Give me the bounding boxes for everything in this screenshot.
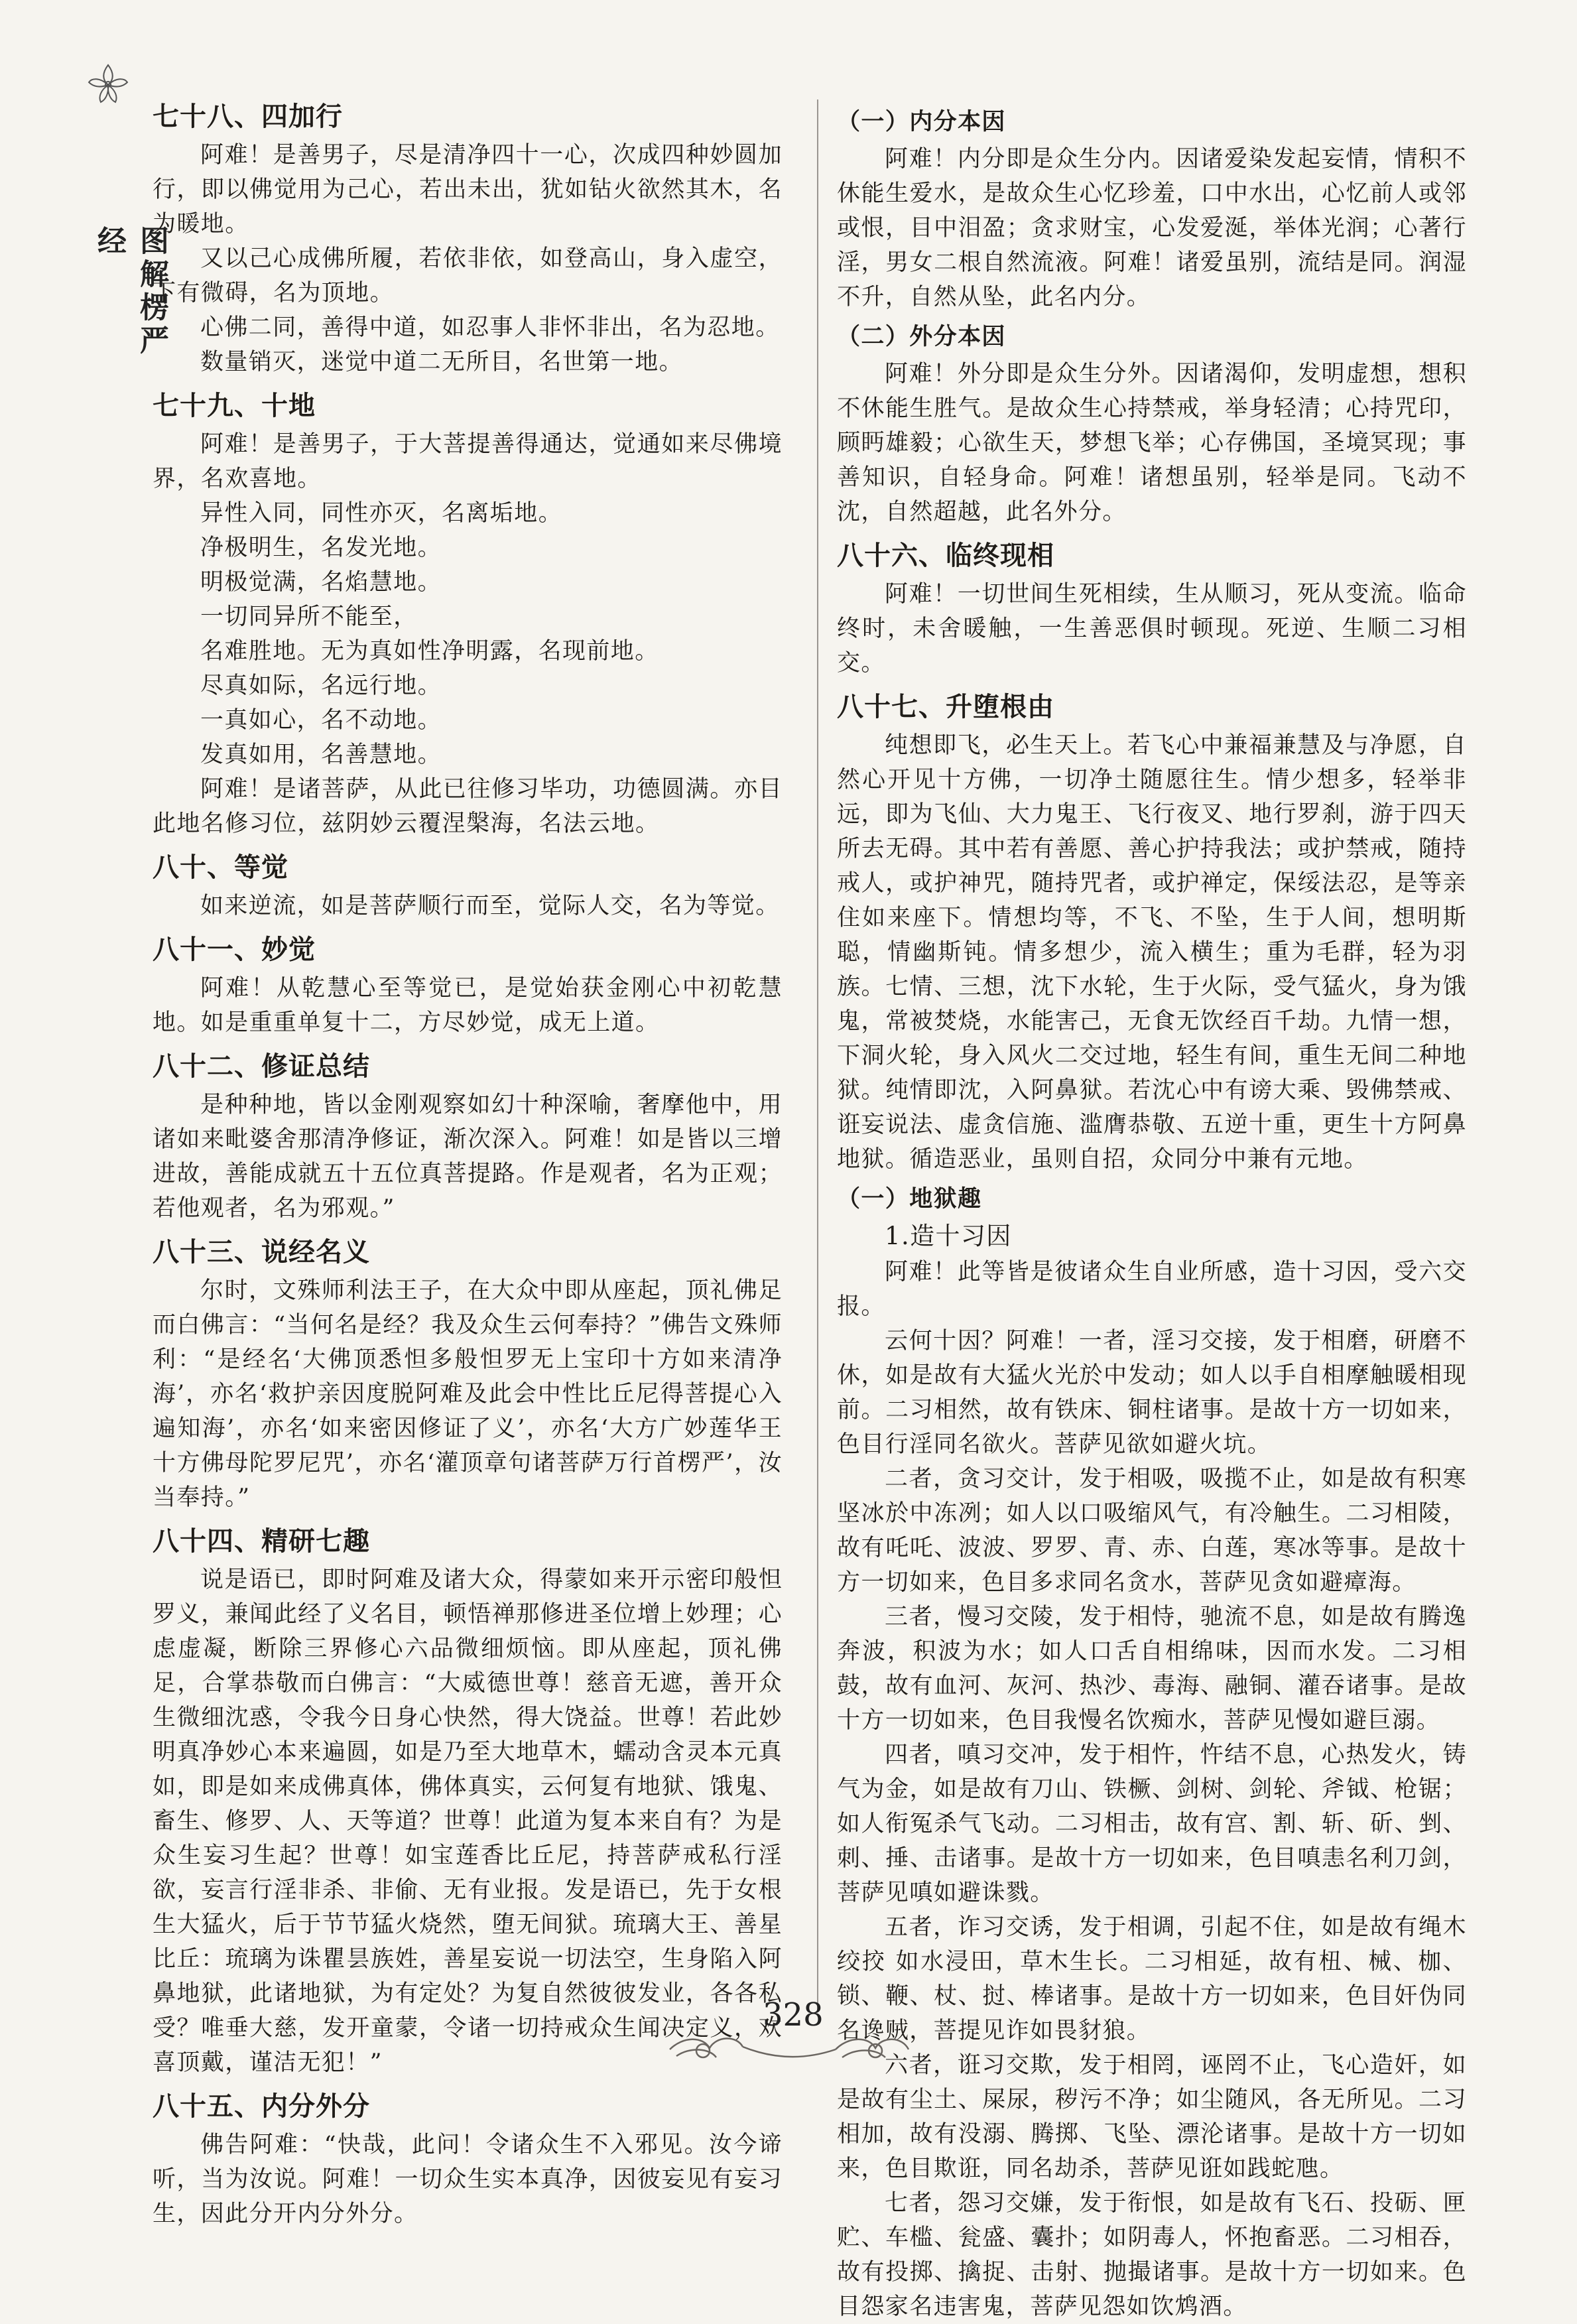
list-line: 名难胜地。无为真如性净明露，名现前地。 <box>200 638 659 665</box>
list-line: 净极明生，名发光地。 <box>200 535 442 561</box>
paragraph: 三者，慢习交陵，发于相恃，驰流不息，如是故有腾逸奔波，积波为水；如人口舌自相绵味，因而水发。二习相鼓，故有血河、灰河、热沙、毒海、融铜、灌吞诸事。是故十方一切如来，色目我慢名饮痴水，菩萨见慢如避巨溺。 <box>837 1604 1467 1734</box>
section-heading: 八十七、升堕根由 <box>837 692 1054 722</box>
paragraph: 阿难！是诸菩萨，从此已往修习毕功，功德圆满。亦目此地名修习位，兹阴妙云覆涅槃海，名法云地。 <box>153 776 783 837</box>
section-heading: 八十一、妙觉 <box>153 935 316 965</box>
list-line: 一真如心，名不动地。 <box>200 707 442 734</box>
right-column <box>837 99 1467 2324</box>
lotus-ornament-icon <box>85 60 131 106</box>
paragraph: 六者，诳习交欺，发于相罔，诬罔不止，飞心造奸，如是故有尘土、屎尿，秽污不净；如尘随风，各无所见。二习相加，故有没溺、腾掷、飞坠、漂沦诸事。是故十方一切如来，色目欺诳，同名劫杀，菩萨见诳如践蛇虺。 <box>837 2052 1467 2182</box>
section-heading: 七十九、十地 <box>153 391 316 421</box>
section-heading: 八十四、精研七趣 <box>153 1526 370 1557</box>
paragraph: 阿难！此等皆是彼诸众生自业所感，造十习因，受六交报。 <box>837 1259 1467 1320</box>
page-footer <box>663 1996 915 2069</box>
page-number: 328 <box>763 1996 824 2033</box>
paragraph: 是种种地，皆以金刚观察如幻十种深喻，奢摩他中，用诸如来毗婆舍那清净修证，渐次深入。阿难！如是皆以三增进故，善能成就五十五位真菩提路。作是观者，名为正观；若他观者，名为邪观。” <box>153 1092 783 1222</box>
paragraph: 阿难！是善男子，尽是清净四十一心，次成四种妙圆加行，即以佛觉用为己心，若出未出，犹如钻火欲然其木，名为暖地。 <box>153 142 783 237</box>
paragraph: 佛告阿难：“快哉，此问！令诸众生不入邪见。汝今谛听，当为汝说。阿难！一切众生实本真净，因彼妄见有妄习生，因此分开内分外分。 <box>153 2132 783 2227</box>
paragraph: 尔时，文殊师利法王子，在大众中即从座起，顶礼佛足而白佛言：“当何名是经？我及众生云何奉持？”佛告文殊师利：“是经名‘大佛顶悉怛多般怛罗无上宝印十方如来清净海’，亦名‘救护亲因度脱阿难及此会中性比丘尼得菩提心入遍知海’，亦名‘如来密因修证了义’，亦名‘大方广妙莲华王十方佛母陀罗尼咒’，亦名‘灌顶章句诸菩萨万行首楞严’，汝当奉持。” <box>153 1277 783 1511</box>
paragraph: 云何十因？阿难！一者，淫习交接，发于相磨，研磨不休，如是故有大猛火光於中发动；如人以手自相摩触暖相现前。二习相然，故有铁床、铜柱诸事。是故十方一切如来，色目行淫同名欲火。菩萨见欲如避火坑。 <box>837 1328 1467 1458</box>
running-title: 图解楞严经 <box>92 226 168 358</box>
paragraph: 五者，诈习交诱，发于相调，引起不住，如是故有绳木绞挍 如水浸田，草木生长。二习相延，故有杻、械、枷、锁、鞭、杖、挝、棒诸事。是故十方一切如来，色目奸伪同名谗贼，菩提见诈如畏豺狼。 <box>837 1914 1467 2044</box>
section-heading: 八十五、内分外分 <box>153 2091 370 2122</box>
subsection-heading: （一）地狱趣 <box>837 1186 982 1212</box>
sub-subsection-heading: 1.造十习因 <box>885 1222 1012 1250</box>
list-line: 一切同异所不能至， <box>200 604 418 630</box>
paragraph: 四者，嗔习交冲，发于相忤，忤结不息，心热发火，铸气为金，如是故有刀山、铁橛、剑树、剑轮、斧钺、枪锯；如人衔冤杀气飞动。二习相击，故有宫、割、斩、斫、剉、刺、捶、击诸事。是故十方一切如来，色目嗔恚名利刀剑，菩萨见嗔如避诛戮。 <box>837 1742 1467 1906</box>
column-divider <box>817 99 818 2010</box>
left-column <box>153 99 783 2231</box>
paragraph: 说是语已，即时阿难及诸大众，得蒙如来开示密印般怛罗义，兼闻此经了义名目，顿悟禅那修进圣位增上妙理；心虑虚凝，断除三界修心六品微细烦恼。即从座起，顶礼佛足，合掌恭敬而白佛言：“大威德世尊！慈音无遮，善开众生微细沈惑，令我今日身心快然，得大饶益。世尊！若此妙明真净妙心本来遍圆，如是乃至大地草木，蠕动含灵本元真如，即是如来成佛真体，佛体真实，云何复有地狱、饿鬼、畜生、修罗、人、天等道？世尊！此道为复本来自有？为是众生妄习生起？世尊！如宝莲香比丘尼，持菩萨戒私行淫欲，妄言行淫非杀、非偷、无有业报。发是语已，先于女根生大猛火，后于节节猛火烧然，堕无间狱。琉璃大王、善星比丘：琉璃为诛瞿昙族姓，善星妄说一切法空，生身陷入阿鼻地狱，此诸地狱，为有定处？为复自然彼彼发业，各各私受？唯垂大慈，发开童蒙，令诸一切持戒众生闻决定义，欢喜顶戴，谨洁无犯！” <box>153 1567 783 2076</box>
paragraph: 纯想即飞，必生天上。若飞心中兼福兼慧及与净愿，自然心开见十方佛，一切净土随愿往生。情少想多，轻举非远，即为飞仙、大力鬼王、飞行夜叉、地行罗刹，游于四天所去无碍。其中若有善愿、善心护持我法；或护禁戒，随持戒人，或护神咒，随持咒者，或护禅定，保绥法忍，是等亲住如来座下。情想均等，不飞、不坠，生于人间，想明斯聪，情幽斯钝。情多想少，流入横生；重为毛群，轻为羽族。七情、三想，沈下水轮，生于火际，受气猛火，身为饿鬼，常被焚烧，水能害己，无食无饮经百千劫。九情一想，下洞火轮，身入风火二交过地，轻生有间，重生无间二种地狱。纯情即沈，入阿鼻狱。若沈心中有谤大乘、毁佛禁戒、诳妄说法、虚贪信施、滥膺恭敬、五逆十重，更生十方阿鼻地狱。循造恶业，虽则自招，众同分中兼有元地。 <box>837 732 1467 1173</box>
list-line: 明极觉满，名焰慧地。 <box>200 569 442 596</box>
section-heading: 八十二、修证总结 <box>153 1051 370 1082</box>
paragraph: 七者，怨习交嫌，发于衔恨，如是故有飞石、投砺、匣贮、车槛、瓮盛、囊扑；如阴毒人，怀抱畜恶。二习相吞，故有投掷、擒捉、击射、抛撮诸事。是故十方一切如来。色目怨家名违害鬼，菩萨见怨如饮鸩酒。 <box>837 2190 1467 2320</box>
subsection-heading: （一）内分本因 <box>837 109 1006 135</box>
list-line: 异性入同，同性亦灭，名离垢地。 <box>200 500 563 527</box>
paragraph: 阿难！外分即是众生分外。因诸渴仰，发明虚想，想积不休能生胜气。是故众生心持禁戒，举身轻清；心持咒印，顾眄雄毅；心欲生天，梦想飞举；心存佛国，圣境冥现；事善知识，自轻身命。阿难！诸想虽别，轻举是同。飞动不沈，自然超越，此名外分。 <box>837 361 1467 525</box>
subsection-heading: （二）外分本因 <box>837 324 1006 350</box>
section-heading: 七十八、四加行 <box>153 101 343 132</box>
paragraph: 二者，贪习交计，发于相吸，吸揽不止，如是故有积寒坚冰於中冻冽；如人以口吸缩风气，有冷触生。二习相陵，故有吒吒、波波、罗罗、青、赤、白莲，寒冰等事。是故十方一切如来，色目多求同名贪水，菩萨见贪如避瘴海。 <box>837 1466 1467 1596</box>
paragraph: 阿难！从乾慧心至等觉已，是觉始获金刚心中初乾慧地。如是重重单复十二，方尽妙觉，成无上道。 <box>153 975 783 1036</box>
paragraph: 阿难！一切世间生死相续，生从顺习，死从变流。临命终时，未舍暖触，一生善恶俱时顿现。死逆、生顺二习相交。 <box>837 581 1467 677</box>
section-heading: 八十、等觉 <box>153 852 288 883</box>
paragraph: 心佛二同，善得中道，如忍事人非怀非出，名为忍地。 <box>200 314 780 341</box>
side-margin <box>46 60 168 378</box>
paragraph: 又以己心成佛所履，若依非依，如登高山，身入虚空，下有微碍，名为顶地。 <box>153 245 783 306</box>
paragraph: 如来逆流，如是菩萨顺行而至，觉际人交，名为等觉。 <box>200 893 780 919</box>
section-heading: 八十三、说经名义 <box>153 1237 370 1267</box>
list-line: 发真如用，名善慧地。 <box>200 742 442 768</box>
list-line: 尽真如际，名远行地。 <box>200 673 442 699</box>
paragraph: 数量销灭，迷觉中道二无所目，名世第一地。 <box>200 349 684 375</box>
section-heading: 八十六、临终现相 <box>837 541 1054 571</box>
paragraph: 阿难！内分即是众生分内。因诸爱染发起妄情，情积不休能生爱水，是故众生心忆珍羞，口中水出，心忆前人或邻或恨，目中泪盈；贪求财宝，心发爱涎，举体光润；心著行淫，男女二根自然流液。阿难！诸爱虽别，流结是同。润湿不升，自然从坠，此名内分。 <box>837 146 1467 310</box>
paragraph: 阿难！是善男子，于大菩提善得通达，觉通如来尽佛境界，名欢喜地。 <box>153 431 783 492</box>
